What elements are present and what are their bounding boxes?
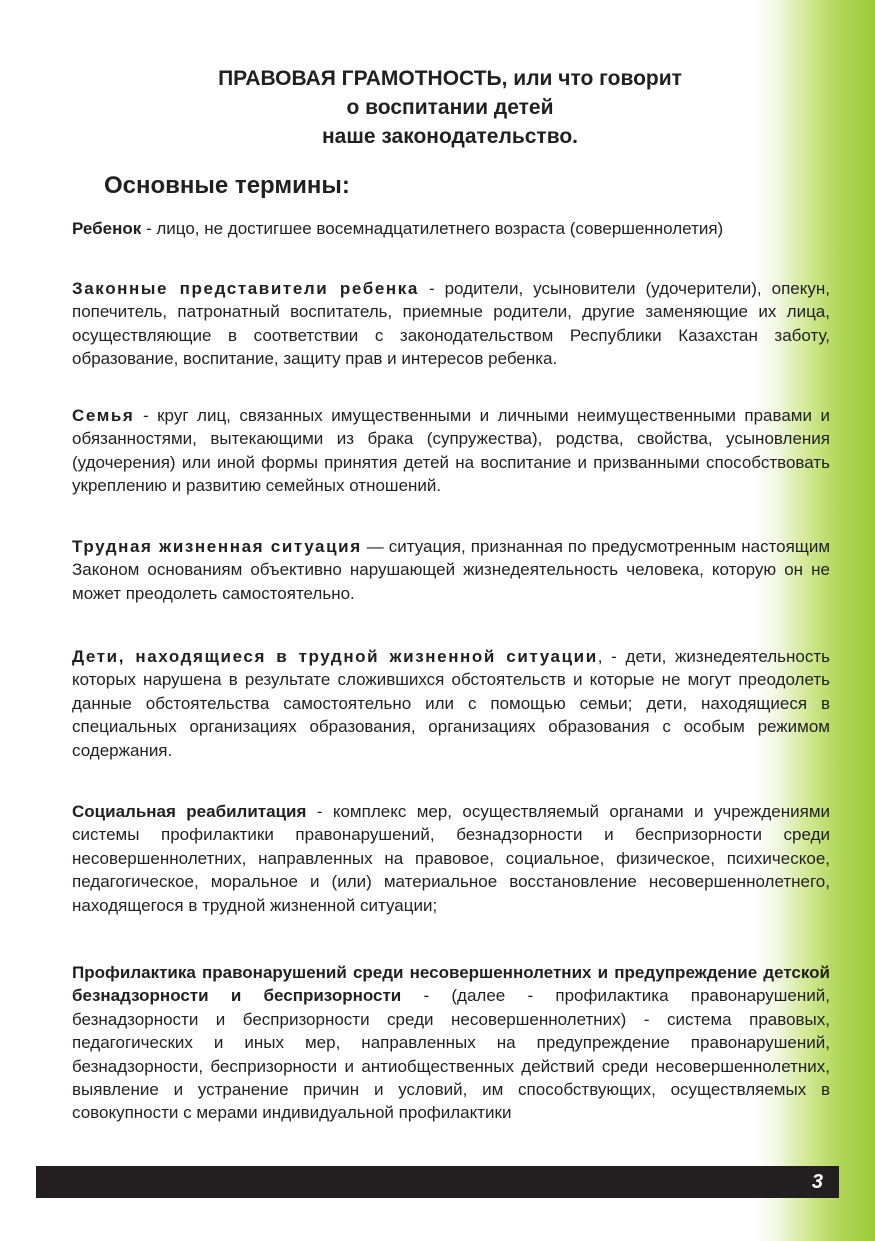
term-name: Трудная жизненная ситуация	[72, 537, 362, 556]
term-social-rehabilitation	[72, 800, 830, 917]
term-prevention	[72, 961, 830, 1125]
term-name: Семья	[72, 406, 135, 425]
term-definition: - лицо, не достигшее восемнадцатилетнего возраста (совершеннолетия)	[141, 219, 724, 238]
term-legal-representatives	[72, 277, 830, 371]
term-name: Дети, находящиеся в трудной жизненной ситуации	[72, 647, 598, 666]
term-children-in-difficult-situation	[72, 645, 830, 762]
term-definition: - комплекс мер, осуществляемый органами и учреждениями системы профилактики правонарушений, безнадзорности и беспризорности среди несовершеннолетних, направленных на правовое, социальное, физическое, психическое, педагогическое, моральное и (или) материальное восстановление несовершеннолетнего, находящегося в трудной жизненной ситуации;	[72, 802, 830, 915]
term-name: Социальная реабилитация	[72, 802, 307, 821]
section-heading: Основные термины:	[104, 172, 350, 199]
title-line-2: о воспитании детей	[346, 96, 554, 119]
page-number: 3	[811, 1171, 823, 1193]
title-line-3: наше законодательство.	[322, 125, 578, 148]
term-difficult-situation	[72, 535, 830, 605]
term-name: Ребенок	[72, 219, 142, 238]
term-definition: — ситуация, признанная по предусмотренным настоящим Законом основаниям объективно нарушающей жизнедеятельность человека, которую он не может преодолеть самостоятельно.	[72, 537, 831, 603]
term-definition: - круг лиц, связанных имущественными и личными неимущественными правами и обязанностями, вытекающими из брака (супружества), родства, свойства, усыновления (удочерения) или иной формы принятия детей на воспитание и призванными способствовать укреплению и развитию семейных отношений.	[72, 406, 830, 496]
page-title	[120, 64, 780, 151]
term-name: Законные представители ребенка	[72, 279, 419, 298]
term-family	[72, 404, 830, 498]
term-definition: - родители, усыновители (удочерители), опекун, попечитель, патронатный воспитатель, приемные родители, другие заменяющие их лица, осуществляющие в соответствии с законодательством Республики Казахстан заботу, образование, воспитание, защиту прав и интересов ребенка.	[72, 279, 830, 369]
term-child	[72, 217, 830, 240]
term-definition: , - дети, жизнедеятельность которых нарушена в результате сложившихся обстоятельств и которые не могут преодолеть данные обстоятельства самостоятельно или с помощью семьи; дети, находящиеся в специальных организациях образования, организациях образования с особым режимом содержания.	[72, 647, 831, 760]
term-name: Профилактика правонарушений среди несовершеннолетних и предупреждение детской безнадзорности и беспризорности	[72, 963, 830, 1006]
title-line-1: ПРАВОВАЯ ГРАМОТНОСТЬ, или что говорит	[218, 67, 682, 90]
footer-bar	[36, 1166, 839, 1198]
term-definition: - (далее - профилактика правонарушений, безнадзорности и беспризорности среди несовершеннолетних) - система правовых, педагогических и иных мер, направленных на предупреждение правонарушений, безнадзорности, беспризорности и антиобщественных действий среди несовершеннолетних, выявление и устранение причин и условий, им способствующих, осуществляемых в совокупности с мерами индивидуальной профилактики	[72, 986, 830, 1123]
